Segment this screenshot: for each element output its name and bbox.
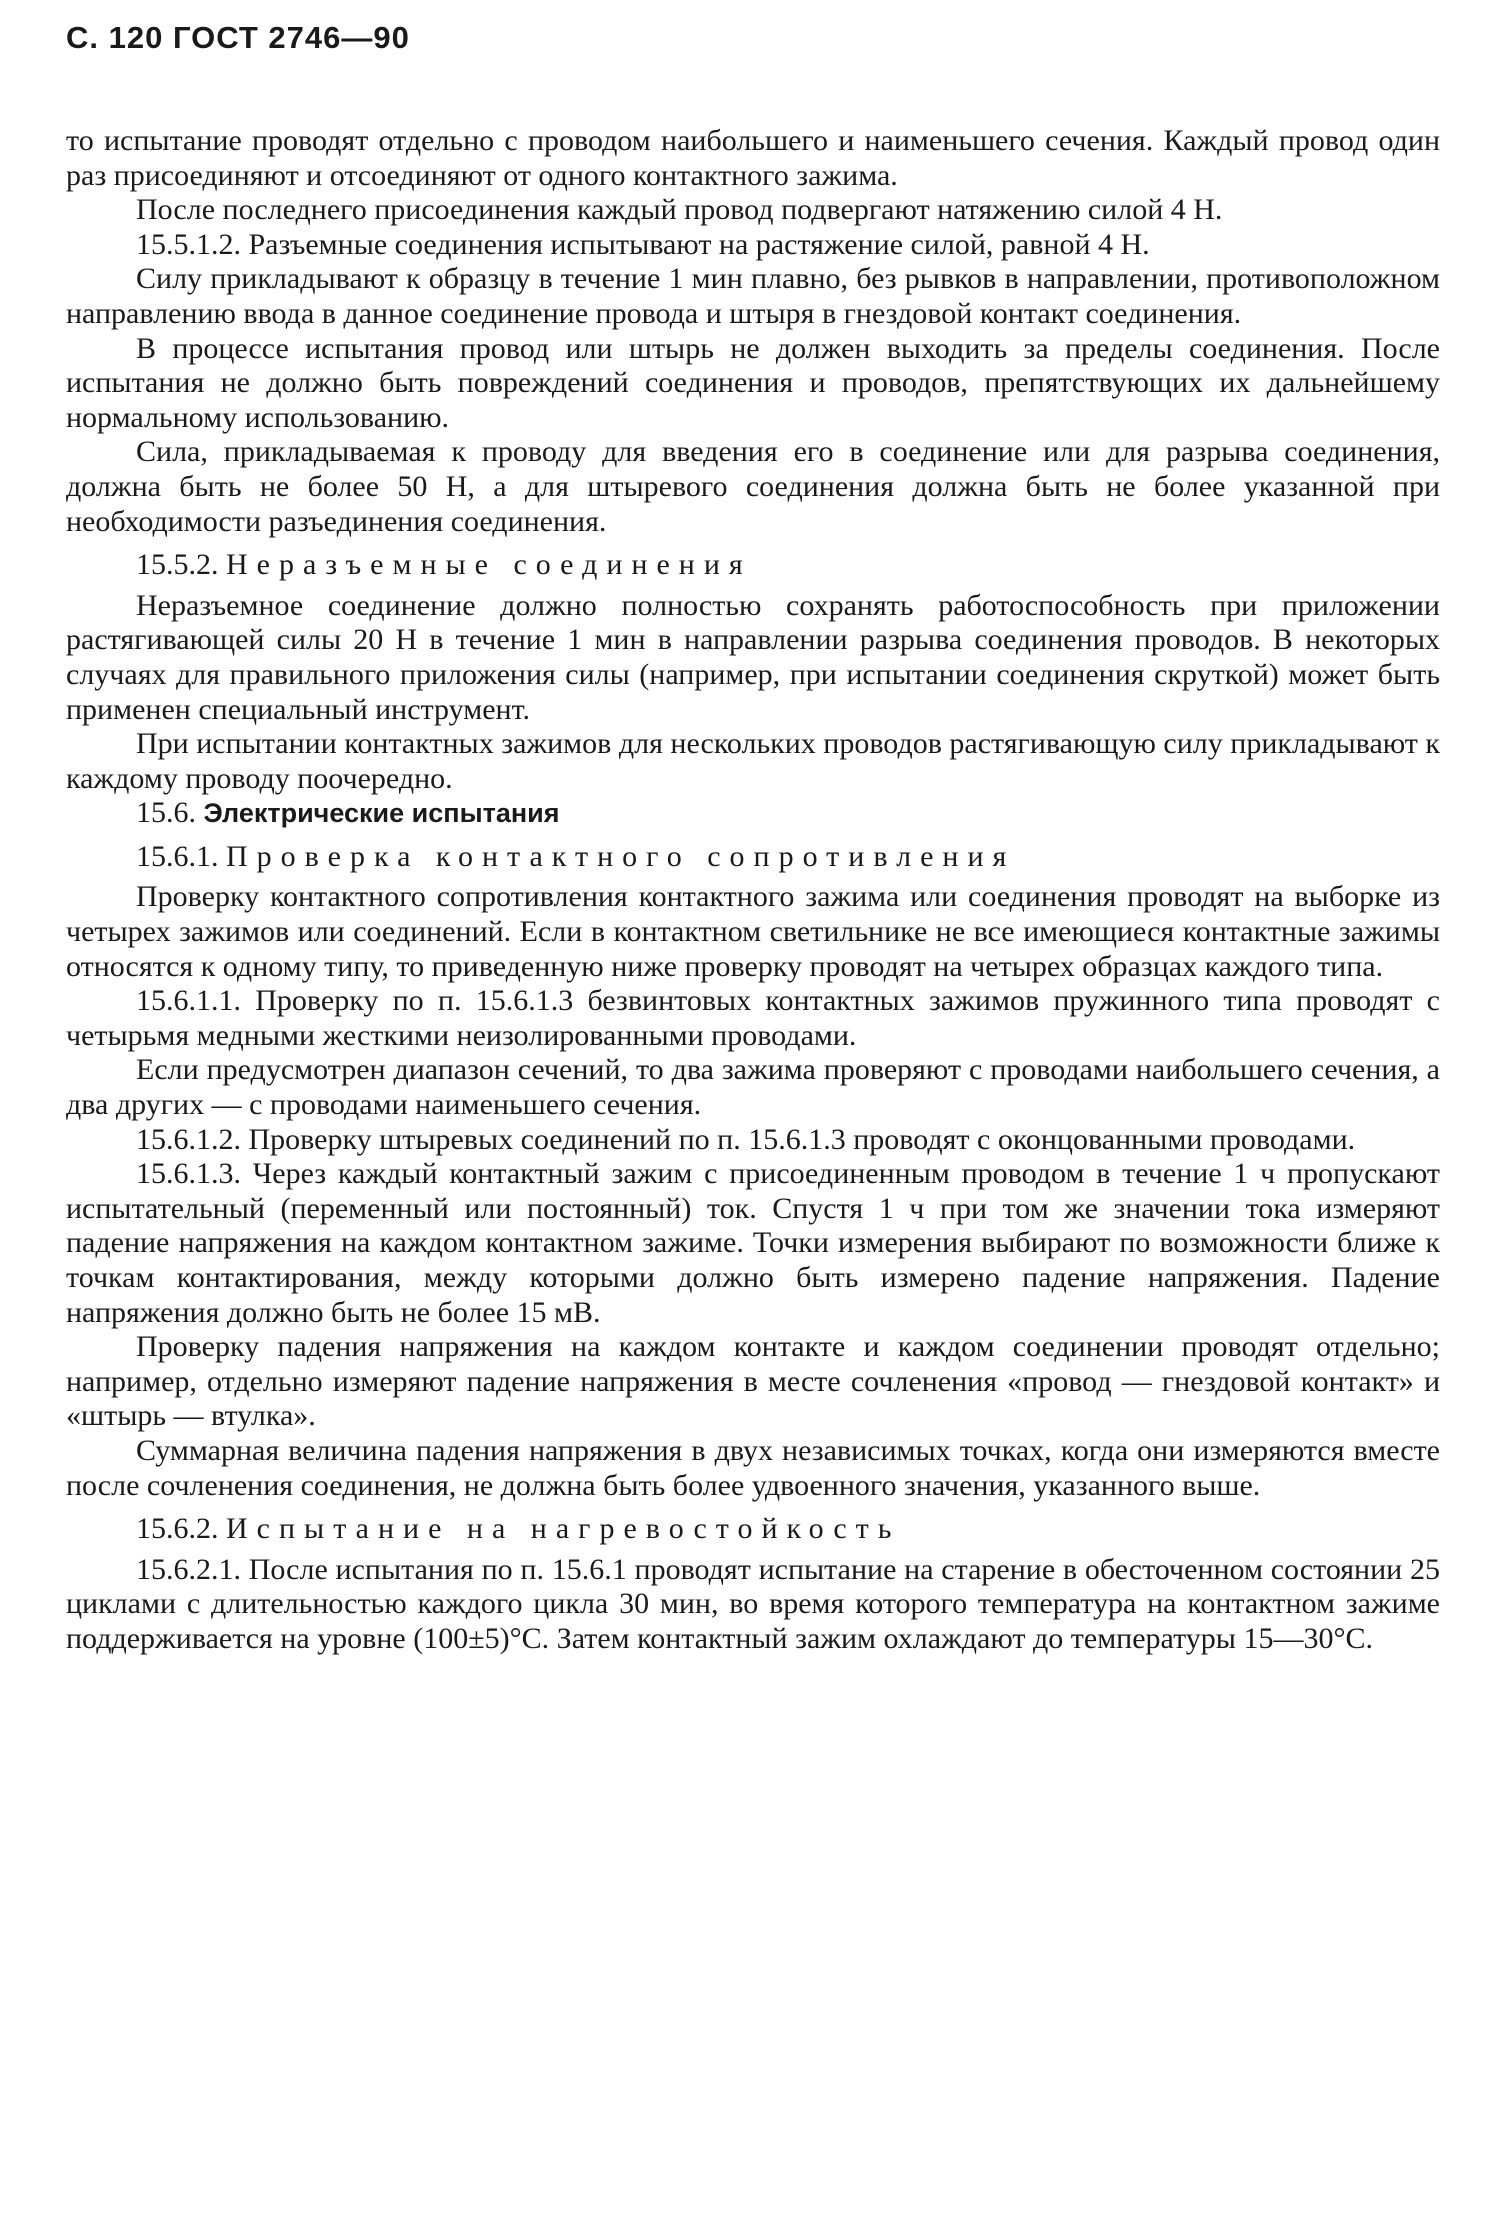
- section-title: Испытание на нагревостойкость: [226, 1512, 901, 1546]
- paragraph: то испытание проводят отдельно с проводом наибольшего и наименьшего сечения. Каждый провод один раз присоединяют и отсоединяют от одного контактного зажима.: [66, 124, 1440, 192]
- paragraph: 15.6.1.1. Проверку по п. 15.6.1.3 безвинтовых контактных зажимов пружинного типа проводят с четырьмя медными жесткими неизолированными проводами.: [66, 984, 1440, 1052]
- section-number: 15.6.: [136, 796, 196, 830]
- document-page: [66, 18, 1440, 1657]
- section-heading: [66, 1512, 1440, 1547]
- paragraph: Неразъемное соединение должно полностью сохранять работоспособность при приложении растягивающей силы 20 Н в течение 1 мин в направлении разрыва соединения проводов. В некоторых случаях для правильного приложения силы (например, при испытании соединения скруткой) может быть применен специальный инструмент.: [66, 588, 1440, 726]
- paragraph: Силу прикладывают к образцу в течение 1 мин плавно, без рывков в направлении, противоположном направлению ввода в данное соединение провода и штыря в гнездовой контакт соединения.: [66, 262, 1440, 330]
- section-number: 15.6.2.: [136, 1512, 219, 1546]
- paragraph: Проверку контактного сопротивления контактного зажима или соединения проводят на выборке из четырех зажимов или соединений. Если в контактном светильнике не все имеющиеся контактные зажимы относятся к одному типу, то приведенную ниже проверку проводят на четырех образцах каждого типа.: [66, 880, 1440, 983]
- paragraph: 15.6.2.1. После испытания по п. 15.6.1 проводят испытание на старение в обесточенном состоянии 25 циклами с длительностью каждого цикла 30 мин, во время которого температура на контактном зажиме поддерживается на уровне (100±5)°С. Затем контактный зажим охлаждают до температуры 15—30°С.: [66, 1552, 1440, 1655]
- section-number: 15.5.2.: [136, 548, 219, 582]
- paragraph: Проверку падения напряжения на каждом контакте и каждом соединении проводят отдельно; например, отдельно измеряют падение напряжения в месте сочленения «провод — гнездовой контакт» и «штырь — втулка».: [66, 1330, 1440, 1433]
- paragraph: Сила, прикладываемая к проводу для введения его в соединение или для разрыва соединения, должна быть не более 50 Н, а для штыревого соединения должна быть не более указанной при необходимости разъединения соединения.: [66, 435, 1440, 538]
- paragraph: В процессе испытания провод или штырь не должен выходить за пределы соединения. После испытания не должно быть повреждений соединения и проводов, препятствующих их дальнейшему нормальному использованию.: [66, 331, 1440, 434]
- paragraph: Если предусмотрен диапазон сечений, то два зажима проверяют с проводами наибольшего сечения, а два других — с проводами наименьшего сечения.: [66, 1053, 1440, 1122]
- section-heading: [66, 840, 1440, 875]
- section-title: Электрические испытания: [203, 798, 560, 829]
- paragraph: 15.6.1.3. Через каждый контактный зажим с присоединенным проводом в течение 1 ч пропускают испытательный (переменный или постоянный) ток. Спустя 1 ч при том же значении тока измеряют падение напряжения на каждом контактном зажиме. Точки измерения выбирают по возможности ближе к точкам контактирования, между которыми должно быть измерено падение напряжения. Падение напряжения должно быть не более 15 мВ.: [66, 1157, 1440, 1329]
- paragraph: Суммарная величина падения напряжения в двух независимых точках, когда они измеряются вместе после сочленения соединения, не должна быть более удвоенного значения, указанного выше.: [66, 1433, 1440, 1502]
- section-heading: [66, 796, 1440, 831]
- page-header: С. 120 ГОСТ 2746—90: [66, 20, 410, 55]
- paragraph: При испытании контактных зажимов для нескольких проводов растягивающую силу прикладывают к каждому проводу поочередно.: [66, 727, 1440, 795]
- section-title: Неразъемные соединения: [226, 548, 752, 582]
- paragraph: 15.6.1.2. Проверку штыревых соединений по п. 15.6.1.3 проводят с оконцованными проводами.: [136, 1122, 1356, 1156]
- paragraph: 15.5.1.2. Разъемные соединения испытывают на растяжение силой, равной 4 Н.: [136, 227, 1150, 261]
- section-heading: [66, 548, 1440, 583]
- paragraph: После последнего присоединения каждый провод подвергают натяжению силой 4 Н.: [136, 193, 1223, 227]
- section-number: 15.6.1.: [136, 839, 219, 873]
- section-title: Проверка контактного сопротивления: [226, 839, 1016, 873]
